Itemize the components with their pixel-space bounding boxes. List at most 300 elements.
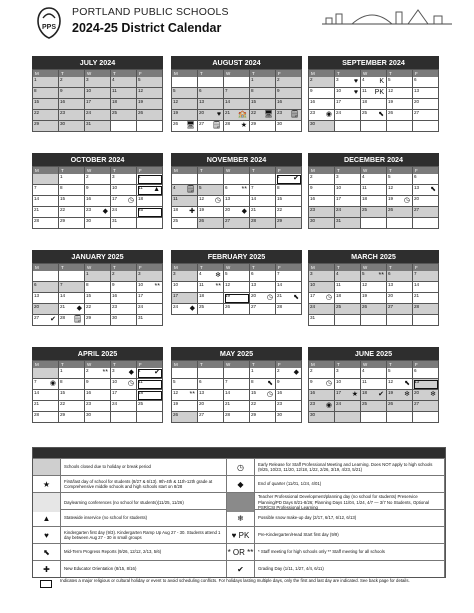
day-cell [413,401,439,412]
day-number: 12 [388,379,394,384]
weekday-header: T [111,361,137,368]
day-cell [387,412,413,423]
day-cell [387,110,413,121]
day-cell [276,401,302,412]
weekday-header: F [137,361,163,368]
event-icon: ♥ [216,111,221,118]
day-number: 17 [336,99,342,104]
day-number: 15 [34,99,40,104]
day-cell [33,110,59,121]
day-cell [198,368,224,379]
day-number: 23 [310,207,316,212]
legend-symbol-icon: ♥ [33,527,61,543]
day-cell [59,282,85,293]
day-cell [413,207,439,218]
day-cell [309,99,335,110]
day-number: 6 [199,379,202,384]
day-number: 19 [388,196,394,201]
day-cell [59,271,85,282]
day-number: 23 [86,207,92,212]
day-cell [59,174,85,185]
day-number: 29 [251,121,257,126]
legend-symbol-icon: ▲ [33,510,61,526]
day-cell [276,271,302,282]
day-number: 6 [388,271,391,276]
month-6 [32,250,163,326]
day-number: 17 [336,196,342,201]
legend-row [33,560,445,577]
day-cell [111,368,137,379]
day-number: 10 [112,185,118,190]
day-cell [387,293,413,304]
weekday-header: T [59,70,85,77]
month-title: OCTOBER 2024 [32,153,163,166]
weekday-header: T [59,264,85,271]
day-cell [33,379,59,390]
day-cell [33,315,59,326]
day-number: 9 [310,185,313,190]
day-number: 10 [86,88,92,93]
day-cell [387,185,413,196]
day-cell [413,368,439,379]
day-cell [224,379,250,390]
day-number: 15 [86,293,92,298]
day-number: 4 [112,77,115,82]
day-cell [335,304,361,315]
day-cell [111,121,137,132]
event-icon: ** [189,391,195,398]
day-number: 11 [362,185,367,190]
day-cell [198,379,224,390]
day-number: 5 [225,271,228,276]
day-number: 10 [336,185,342,190]
month-7 [171,250,302,315]
day-cell [387,77,413,88]
event-icon: ♥ [353,89,358,96]
day-cell [276,185,302,196]
event-icon: ** [102,369,108,376]
day-number: 14 [251,196,257,201]
day-cell [172,293,198,304]
day-cell [361,88,387,99]
day-cell [309,121,335,132]
day-number: 28 [251,218,257,223]
month-5 [308,153,439,229]
month-8 [308,250,439,326]
day-cell [33,401,59,412]
day-cell [387,196,413,207]
event-icon: ♥ [353,78,358,85]
day-cell [250,304,276,315]
day-number: 17 [173,293,179,298]
day-cell [250,174,276,185]
day-number: 16 [310,99,316,104]
day-number: 12 [388,185,394,190]
day-cell [198,401,224,412]
day-cell [309,412,335,423]
day-number: 4 [362,368,365,373]
day-cell [137,121,163,132]
day-cell [111,379,137,390]
day-number: 24 [336,207,342,212]
day-cell [250,401,276,412]
day-number: 15 [277,196,283,201]
day-cell [111,99,137,110]
day-number: 13 [34,293,40,298]
day-number: 1 [251,368,254,373]
day-cell [172,304,198,315]
day-number: 11 [362,88,367,93]
day-number: 27 [251,304,257,309]
day-number: 26 [388,207,394,212]
day-cell [276,174,302,185]
day-number: 9 [277,88,280,93]
day-number: 2 [86,174,89,179]
day-cell [413,196,439,207]
day-cell [33,121,59,132]
legend-row [33,458,445,475]
day-cell [59,196,85,207]
day-cell [198,174,224,185]
month-2 [308,56,439,132]
day-cell [335,379,361,390]
month-0 [32,56,163,132]
day-number: 23 [86,401,92,406]
day-cell [85,412,111,423]
event-icon: ◉ [49,380,56,387]
day-cell [198,390,224,401]
day-number: 12 [173,99,179,104]
outlined-box-icon [40,580,52,588]
month-9 [32,347,163,423]
day-cell [85,110,111,121]
day-number: 21 [225,401,231,406]
day-cell [413,304,439,315]
day-number: 20 [34,304,40,309]
legend-symbol-icon: * OR ** [227,544,255,560]
day-cell [224,218,250,229]
day-number: 25 [336,304,342,309]
day-cell [387,207,413,218]
day-cell [59,412,85,423]
day-cell [85,77,111,88]
month-title: AUGUST 2024 [171,56,302,69]
day-cell [224,174,250,185]
day-cell [111,196,137,207]
day-cell [33,368,59,379]
day-number: 10 [112,379,118,384]
day-number: 1 [60,368,63,373]
day-number: 1 [86,271,89,276]
day-cell [387,390,413,401]
day-cell [85,304,111,315]
day-number: 3 [336,77,339,82]
day-cell [309,196,335,207]
day-cell [111,174,137,185]
day-cell [59,390,85,401]
weekday-header: M [33,361,59,368]
day-number: 3 [112,368,115,373]
day-number: 16 [277,99,283,104]
day-number: 30 [277,412,283,417]
legend-text: Early Release for Staff Professional Meeting and Learning. Does NOT apply to high schools (9/25, 10/23, 11/20, 12/18, 1/22, 2/26, 3/19, 4/23, 5/21) [255,459,445,475]
day-number: 29 [60,218,66,223]
day-number: 7 [34,185,37,190]
day-number: 31 [310,315,316,320]
day-cell [250,196,276,207]
day-number: 22 [60,401,66,406]
day-number: 21 [225,110,231,115]
day-cell [224,77,250,88]
day-cell [224,412,250,423]
day-number: 26 [225,304,231,309]
day-number: 31 [86,121,92,126]
legend-text: Grading Day (1/11, 1/27, 4/4, 6/11) [255,561,445,577]
day-cell [276,207,302,218]
day-cell [413,412,439,423]
day-number: 20 [199,110,205,115]
day-number: 11 [173,196,178,201]
day-cell [33,174,59,185]
day-number: 28 [225,121,231,126]
weekday-header: T [198,167,224,174]
day-number: 6 [414,77,417,82]
month-title: DECEMBER 2024 [308,153,439,166]
day-cell [111,88,137,99]
day-number: 26 [362,304,368,309]
event-icon: ◷ [403,197,410,204]
footer-note: Indicates a major religious or cultural holiday or event to avoid scheduling conflicts. For holidays lasting multiple days, only the first and last day are indicated. See back page for details. [60,578,410,583]
day-cell [172,401,198,412]
day-number: 11 [336,282,341,287]
day-number: 28 [225,412,231,417]
day-number: 10 [310,282,316,287]
legend-symbol-icon: ✚ [33,561,61,577]
day-number: 20 [225,207,231,212]
event-icon: ★ [240,122,247,129]
day-number: 13 [199,390,205,395]
day-cell [172,218,198,229]
month-4 [171,153,302,229]
day-cell [198,99,224,110]
day-number: 4 [336,271,339,276]
day-number: 1 [34,77,37,82]
day-cell [387,315,413,326]
day-cell [309,282,335,293]
portland-skyline-icon [322,4,452,26]
day-cell [276,282,302,293]
day-number: 23 [310,401,316,406]
day-number: 31 [138,315,144,320]
day-cell [137,99,163,110]
month-title: MARCH 2025 [308,250,439,263]
day-cell [387,88,413,99]
day-cell [137,207,163,218]
event-icon: ✔ [154,369,160,376]
day-number: 12 [138,88,144,93]
day-number: 21 [251,207,257,212]
day-cell [224,304,250,315]
day-number: 15 [251,99,257,104]
day-cell [276,293,302,304]
day-cell [111,390,137,401]
legend-symbol-icon [227,493,255,512]
day-number: 27 [225,218,231,223]
day-number: 26 [173,121,179,126]
day-cell [33,196,59,207]
event-icon: ◆ [189,305,195,312]
day-cell [85,315,111,326]
legend-text: Kindergarten first day (9/3). Kindergarten Ramp Up Aug 27 - 30. Students attend 1 day between Aug 27 - 30 in small groups [61,527,227,543]
day-cell [111,110,137,121]
day-number: 20 [414,196,420,201]
weekday-header: W [224,361,250,368]
day-cell [335,390,361,401]
day-cell [250,88,276,99]
day-number: 20 [414,390,420,395]
day-number: 17 [336,390,342,395]
legend [32,447,446,578]
day-number: 9 [60,88,63,93]
day-number: 8 [60,379,63,384]
legend-header [33,448,445,458]
day-cell [387,368,413,379]
event-icon: ❄ [215,272,221,279]
day-cell [361,196,387,207]
day-number: 24 [310,304,316,309]
day-cell [250,99,276,110]
day-cell [137,271,163,282]
day-cell [59,293,85,304]
day-number: 17 [138,293,144,298]
weekday-header: M [172,167,198,174]
day-cell [137,293,163,304]
event-icon: 🗒 [290,111,299,118]
day-number: 6 [414,174,417,179]
event-icon: K [379,78,384,85]
day-cell [413,379,439,390]
day-number: 20 [414,99,420,104]
day-cell [137,401,163,412]
day-cell [85,207,111,218]
day-number: 18 [336,293,342,298]
legend-symbol-icon: ★ [33,476,61,492]
day-cell [137,174,163,185]
day-cell [361,315,387,326]
day-number: 16 [86,196,92,201]
day-number: 18 [173,207,179,212]
day-number: 8 [60,185,63,190]
day-number: 6 [199,88,202,93]
weekday-header: W [224,70,250,77]
day-number: 27 [388,304,394,309]
day-cell [250,368,276,379]
day-number: 5 [138,77,141,82]
day-cell [335,293,361,304]
event-icon: ◷ [127,197,134,204]
day-number: 13 [414,379,420,384]
day-number: 13 [251,282,257,287]
legend-symbol-icon: ❄ [227,510,255,526]
day-cell [172,412,198,423]
day-cell [33,185,59,196]
day-cell [59,110,85,121]
day-number: 29 [277,218,283,223]
day-cell [335,315,361,326]
day-cell [309,379,335,390]
weekday-header: W [224,167,250,174]
day-cell [137,218,163,229]
day-cell [33,271,59,282]
weekday-header: M [33,167,59,174]
day-cell [387,174,413,185]
organization-name: PORTLAND PUBLIC SCHOOLS [72,6,229,18]
legend-text: Schools closed due to holiday or break period [61,459,227,475]
day-cell [413,88,439,99]
day-number: 16 [86,390,92,395]
day-number: 11 [138,379,143,384]
day-cell [335,185,361,196]
month-3 [32,153,163,229]
logo-text: PPS [41,24,57,31]
day-cell [111,315,137,326]
day-number: 2 [112,271,115,276]
day-number: 5 [388,368,391,373]
day-number: 24 [112,401,118,406]
weekday-header: T [387,264,413,271]
day-cell [224,207,250,218]
day-cell [33,77,59,88]
day-number: 20 [388,293,394,298]
day-cell [276,304,302,315]
day-number: 22 [34,110,40,115]
day-cell [224,293,250,304]
day-number: 19 [173,110,179,115]
month-title: JULY 2024 [32,56,163,69]
day-cell [276,99,302,110]
day-cell [137,110,163,121]
day-cell [85,174,111,185]
day-cell [276,412,302,423]
day-number: 14 [34,390,40,395]
day-number: 2 [310,77,313,82]
day-number: 22 [277,207,283,212]
day-cell [250,207,276,218]
day-cell [250,271,276,282]
day-number: 24 [336,401,342,406]
event-icon: ⬉ [404,380,410,387]
day-cell [335,412,361,423]
day-cell [361,412,387,423]
day-cell [172,282,198,293]
weekday-header: T [387,361,413,368]
day-number: 19 [199,207,205,212]
day-cell [387,121,413,132]
legend-text: End of quarter (11/01, 1/24, 4/01) [255,476,445,492]
day-number: 15 [60,390,66,395]
day-cell [413,315,439,326]
event-icon: ◷ [266,294,273,301]
day-cell [172,185,198,196]
day-number: 16 [60,99,66,104]
event-icon: ✚ [189,208,195,215]
day-cell [198,185,224,196]
day-number: 27 [414,207,420,212]
day-cell [361,282,387,293]
legend-row [33,475,445,492]
day-number: 13 [199,99,205,104]
day-cell [335,271,361,282]
